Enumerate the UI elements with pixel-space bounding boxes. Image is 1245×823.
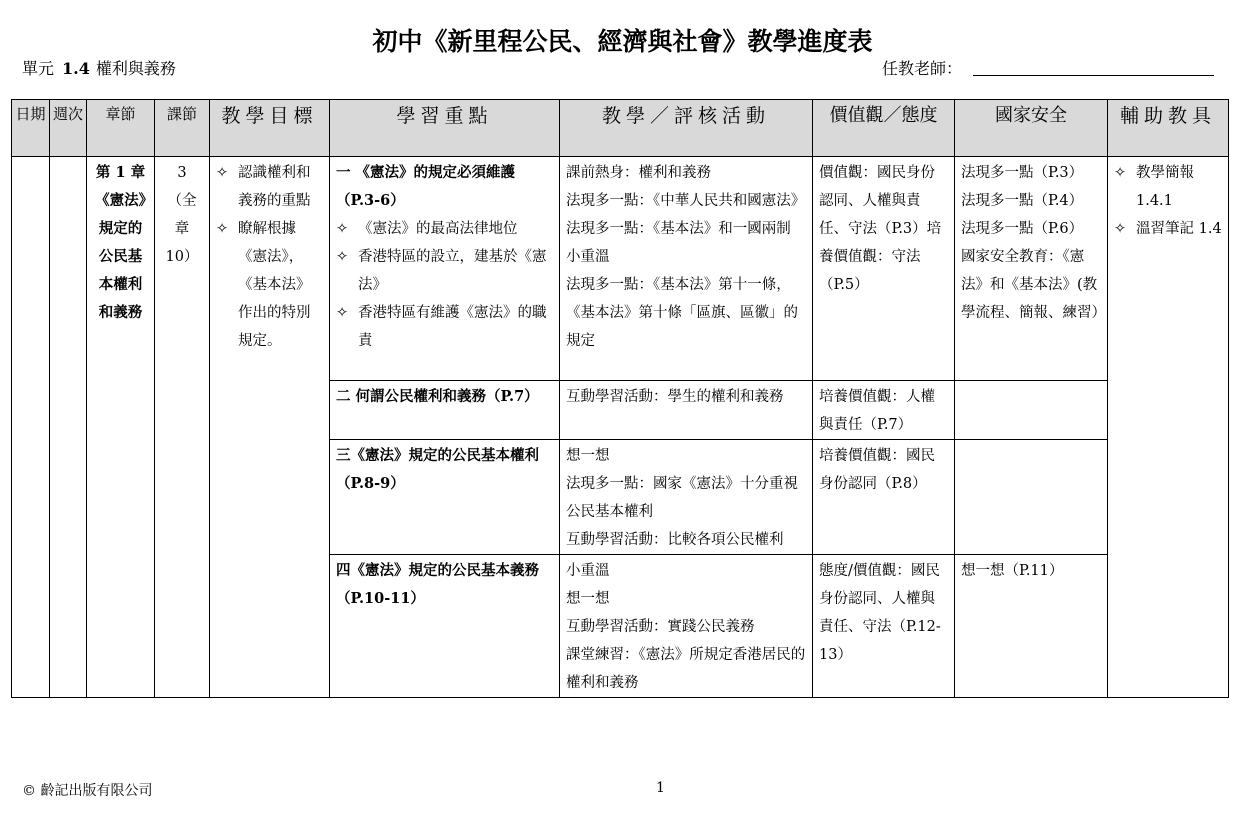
week-cell bbox=[50, 157, 87, 698]
values-cell: 培養價值觀：人權與責任（P.7） bbox=[813, 381, 955, 440]
objective-text: 認識權利和義務的重點 bbox=[238, 165, 311, 209]
activities-cell bbox=[560, 440, 813, 555]
activity-line: 法現多一點：《中華人民共和國憲法》 bbox=[566, 193, 806, 209]
list-item: ✧ 香港特區有維護《憲法》的職責 bbox=[336, 299, 553, 355]
security-cell bbox=[955, 440, 1108, 555]
unit-name: 權利與義務 bbox=[95, 59, 176, 78]
activities-cell bbox=[560, 381, 813, 440]
focus-cell: 二 何謂公民權利和義務（P.7） bbox=[330, 381, 560, 440]
activity-line: 想一想 bbox=[566, 448, 610, 464]
security-line: 法現多一點（P.6） bbox=[961, 221, 1084, 237]
activities-cell bbox=[560, 157, 813, 381]
focus-cell bbox=[330, 157, 560, 381]
activity-line: 互動學習活動：比較各項公民權利 bbox=[566, 532, 784, 548]
diamond-bullet-icon: ✧ bbox=[336, 221, 349, 237]
activity-line: 課堂練習：《憲法》所規定香港居民的權利和義務 bbox=[566, 647, 806, 691]
unit-number: 1.4 bbox=[62, 59, 90, 78]
activity-line: 法現多一點：《基本法》第十一條，《基本法》第十條「區旗、區徽」的規定 bbox=[566, 277, 798, 349]
activity-line: 互動學習活動：學生的權利和義務 bbox=[566, 389, 784, 405]
header-chapter: 章節 bbox=[87, 100, 155, 157]
list-item bbox=[1114, 215, 1222, 243]
activity-line: 互動學習活動：實踐公民義務 bbox=[566, 619, 755, 635]
security-cell bbox=[955, 555, 1108, 698]
aid-text: 教學簡報 1.4.1 bbox=[1136, 165, 1194, 209]
diamond-bullet-icon: ✧ bbox=[1114, 165, 1127, 181]
focus-cell: 三《憲法》規定的公民基本權利（P.8-9） bbox=[330, 440, 560, 555]
date-cell bbox=[12, 157, 50, 698]
activity-line: 想一想 bbox=[566, 591, 610, 607]
values-cell: 態度/價值觀：國民身份認同、人權與責任、守法（P.12-13） bbox=[813, 555, 955, 698]
aid-text: 溫習筆記 1.4 bbox=[1136, 221, 1222, 237]
focus-cell: 四《憲法》規定的公民基本義務（P.10-11） bbox=[330, 555, 560, 698]
list-item bbox=[216, 159, 323, 215]
header-aids: 輔助教具 bbox=[1108, 100, 1229, 157]
diamond-bullet-icon: ✧ bbox=[1114, 221, 1127, 237]
security-line: 法現多一點（P.3） bbox=[961, 165, 1084, 181]
activity-line: 小重溫 bbox=[566, 563, 610, 579]
lessons-cell: 3（全章 10） bbox=[155, 157, 210, 698]
diamond-bullet-icon: ✧ bbox=[336, 305, 349, 321]
table-row bbox=[12, 157, 1229, 381]
security-line: 法現多一點（P.4） bbox=[961, 193, 1084, 209]
unit-heading bbox=[22, 56, 176, 79]
teacher-name-blank bbox=[973, 75, 1214, 76]
activity-line: 小重溫 bbox=[566, 249, 610, 265]
list-item bbox=[1114, 159, 1222, 215]
chapter-cell: 第 1 章《憲法》規定的公民基本權利和義務 bbox=[87, 157, 155, 698]
activity-line: 法現多一點：國家《憲法》十分重視公民基本權利 bbox=[566, 476, 798, 520]
header-security: 國家安全 bbox=[955, 100, 1108, 157]
security-cell bbox=[955, 381, 1108, 440]
header-focus: 學習重點 bbox=[330, 100, 560, 157]
activities-cell bbox=[560, 555, 813, 698]
diamond-bullet-icon: ✧ bbox=[216, 221, 229, 237]
activity-line: 法現多一點：《基本法》和一國兩制 bbox=[566, 221, 791, 237]
focus-title: 一 《憲法》的規定必須維護（P.3-6） bbox=[336, 164, 516, 209]
teacher-label: 任教老師： bbox=[882, 59, 963, 78]
header-activities: 教學／評核活動 bbox=[560, 100, 813, 157]
page-number: 1 bbox=[656, 780, 665, 796]
list-item: ✧ 香港特區的設立，建基於《憲法》 bbox=[336, 243, 553, 299]
security-line: 國家安全教育：《憲法》和《基本法》(教學流程、簡報、練習） bbox=[961, 249, 1106, 321]
list-item: ✧ 《憲法》的最高法律地位 bbox=[336, 215, 553, 243]
aids-cell bbox=[1108, 157, 1229, 698]
header-date: 日期 bbox=[12, 100, 50, 157]
diamond-bullet-icon: ✧ bbox=[336, 249, 349, 265]
values-cell: 培養價值觀：國民身份認同（P.8） bbox=[813, 440, 955, 555]
security-cell bbox=[955, 157, 1108, 381]
unit-label: 單元 bbox=[22, 59, 55, 78]
security-line: 想一想（P.11） bbox=[961, 563, 1064, 579]
activity-line: 課前熱身：權利和義務 bbox=[566, 165, 711, 181]
header-objectives: 教學目標 bbox=[210, 100, 330, 157]
page-title: 初中《新里程公民、經濟與社會》教學進度表 bbox=[372, 27, 873, 56]
list-item bbox=[216, 215, 323, 355]
header-week: 週次 bbox=[50, 100, 87, 157]
diamond-bullet-icon: ✧ bbox=[216, 165, 229, 181]
schedule-table bbox=[11, 99, 1229, 698]
values-cell: 價值觀：國民身份認同、人權與責任、守法（P.3）培養價值觀：守法（P.5） bbox=[813, 157, 955, 381]
header-values: 價值觀／態度 bbox=[813, 100, 955, 157]
objectives-cell bbox=[210, 157, 330, 698]
header-lessons: 課節 bbox=[155, 100, 210, 157]
copyright-text: © 齡記出版有限公司 bbox=[22, 783, 153, 799]
objective-text: 瞭解根據《憲法》，《基本法》作出的特別規定。 bbox=[238, 221, 311, 349]
